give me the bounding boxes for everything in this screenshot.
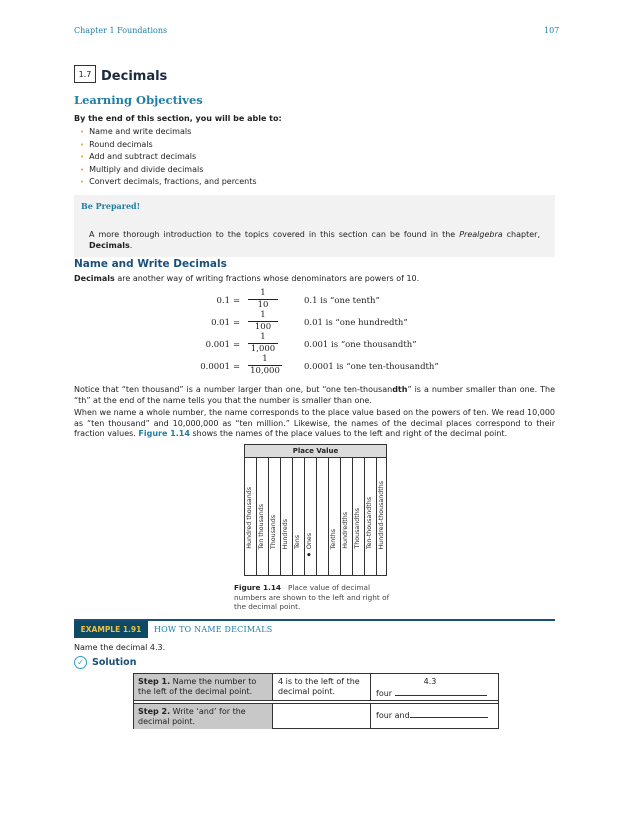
section-number: 1.7 bbox=[74, 65, 96, 83]
list-item: • Add and subtract decimals bbox=[80, 151, 257, 164]
place-value-column: Tens bbox=[293, 458, 305, 575]
figure-caption: Figure 1.14 Place value of decimal numbers are shown to the left and right of the decimal point. bbox=[234, 583, 390, 611]
solution-label: Solution bbox=[92, 657, 137, 668]
step-label-cell: Step 2. Write ‘and’ for the decimal point. bbox=[134, 704, 273, 729]
example-label: EXAMPLE 1.91 bbox=[74, 621, 148, 638]
step-explain-cell bbox=[274, 704, 371, 729]
step-work-cell: four and bbox=[372, 704, 498, 729]
solution-steps-table bbox=[133, 673, 499, 729]
subsection-heading: Name and Write Decimals bbox=[74, 258, 227, 270]
table-row bbox=[134, 674, 498, 701]
list-item: • Round decimals bbox=[80, 139, 257, 152]
learning-objectives-intro: By the end of this section, you will be able to: bbox=[74, 114, 282, 123]
place-value-column: Ten-thousandths bbox=[365, 458, 377, 575]
place-value-column: Thousandths bbox=[353, 458, 365, 575]
equation-row: 0.1 = $\frac{1}{10}$ 0.1 is “one tenth” bbox=[216, 288, 380, 310]
section-title: Decimals bbox=[101, 69, 168, 84]
example-task: Name the decimal 4.3. bbox=[74, 643, 166, 652]
running-header-chapter: Chapter 1 Foundations bbox=[74, 26, 168, 35]
step-label-cell: Step 1. Name the number to the left of the decimal point. bbox=[134, 674, 273, 700]
place-value-column: Ten thousands bbox=[257, 458, 269, 575]
list-item: • Name and write decimals bbox=[80, 126, 257, 139]
list-item: • Multiply and divide decimals bbox=[80, 164, 257, 177]
place-value-column: Hundred thousands bbox=[245, 458, 257, 575]
place-value-column: Ones bbox=[305, 458, 317, 575]
example-title: HOW TO NAME DECIMALS bbox=[154, 625, 273, 634]
table-row bbox=[134, 703, 498, 729]
step-work-cell: 4.3 four bbox=[372, 674, 498, 700]
place-value-header: Place Value bbox=[245, 445, 386, 458]
learning-objectives-list bbox=[80, 126, 257, 189]
place-value-column: Thousands bbox=[269, 458, 281, 575]
figure-link[interactable]: Figure 1.14 bbox=[138, 429, 190, 438]
place-value-column: Hundreds bbox=[281, 458, 293, 575]
place-value-column: Tenths bbox=[329, 458, 341, 575]
place-value-column: Hundred-thousandths bbox=[378, 480, 385, 549]
equation-row: 0.01 = $\frac{1}{100}$ 0.01 is “one hundredth” bbox=[211, 310, 408, 332]
page-number: 107 bbox=[544, 26, 560, 35]
notice-paragraph: Notice that “ten thousand” is a number larger than one, but “one ten-thousandth” is a number smaller than one. The “th” at the end of the name tells you that the number is smaller than one. bbox=[74, 385, 555, 405]
step-explain-cell: 4 is to the left of the decimal point. bbox=[274, 674, 371, 700]
book-title: Prealgebra bbox=[459, 230, 503, 239]
place-value-table bbox=[244, 444, 387, 576]
chapter-link[interactable]: Decimals bbox=[89, 241, 130, 250]
be-prepared-title: Be Prepared! bbox=[81, 201, 141, 211]
intro-paragraph: Decimals are another way of writing fractions whose denominators are powers of 10. bbox=[74, 274, 420, 283]
decimal-point: • bbox=[306, 551, 312, 561]
list-item: • Convert decimals, fractions, and percents bbox=[80, 176, 257, 189]
place-value-column bbox=[317, 458, 329, 575]
be-prepared-text: A more thorough introduction to the topics covered in this section can be found in the Prealgebra chapter, Decimals. bbox=[89, 230, 540, 250]
learning-objectives-title: Learning Objectives bbox=[74, 93, 203, 107]
equation-row: 0.001 = $\frac{1}{1,000}$ 0.001 is “one thousandth” bbox=[205, 332, 417, 354]
place-value-column: Hundredths bbox=[341, 458, 353, 575]
place-value-paragraph: When we name a whole number, the name corresponds to the place value based on the powers of ten. We read 10,000 as “ten thousand” and 10,000,000 as “ten million.” Likewise, the names of the decimal places correspond to their fraction values. Figure 1.14 shows the names of the place values to the left and right of the decimal point. bbox=[74, 408, 555, 438]
equation-row: 0.0001 = $\frac{1}{10,000}$ 0.0001 is “one ten-thousandth” bbox=[200, 354, 439, 376]
check-circle-icon: ✓ bbox=[74, 656, 87, 669]
